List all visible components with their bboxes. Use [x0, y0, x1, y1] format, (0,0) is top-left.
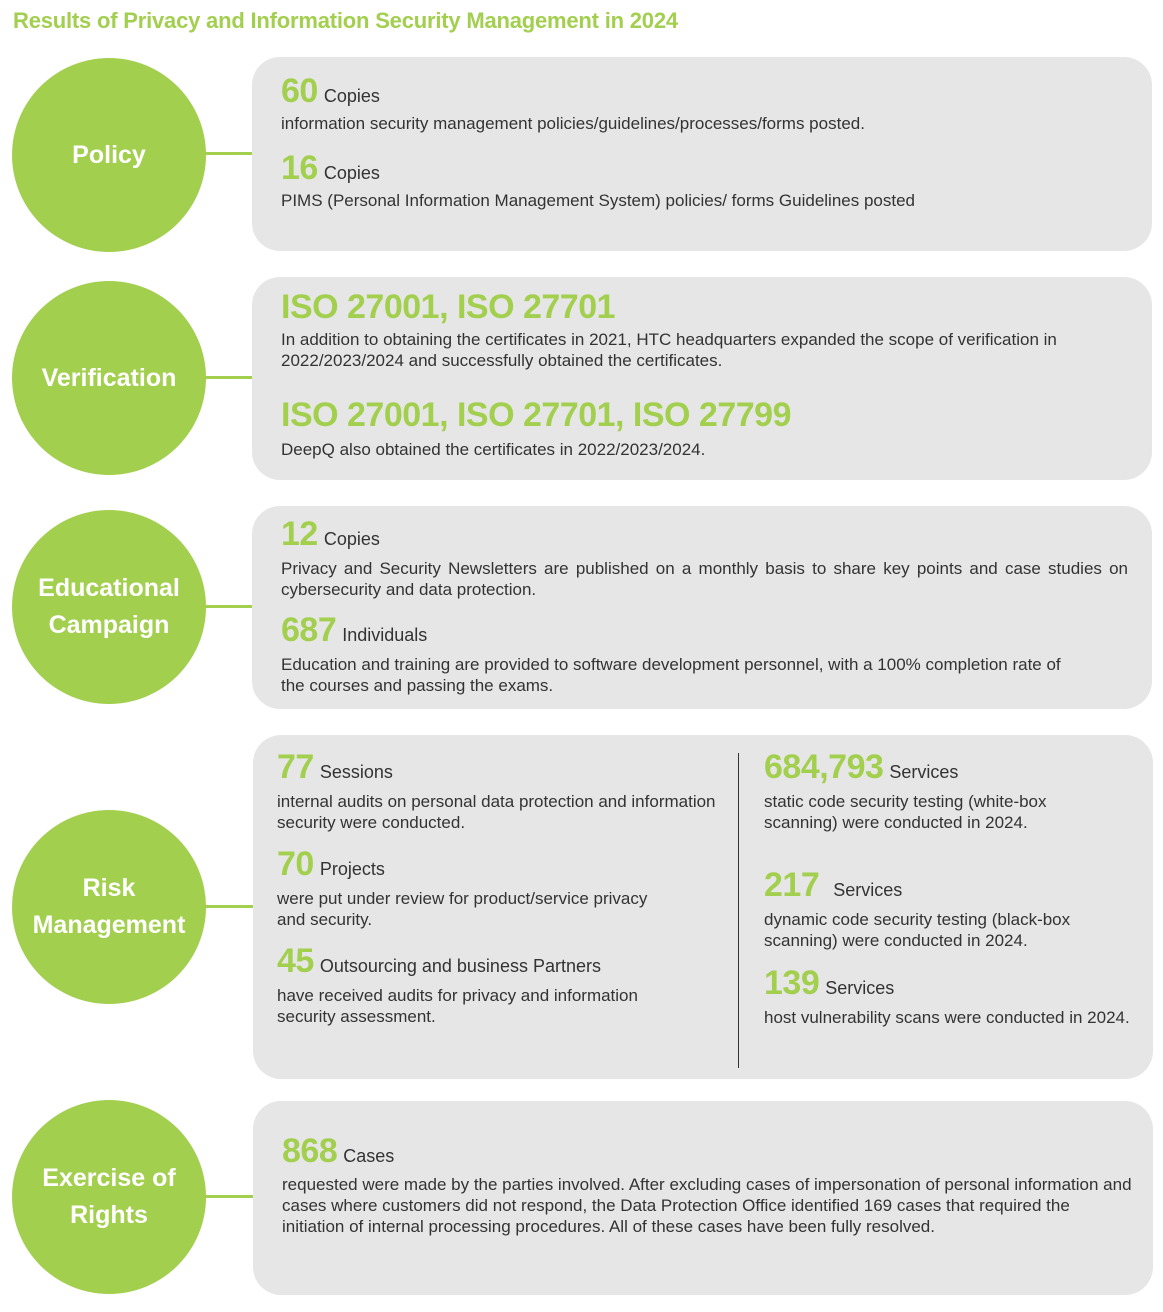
iso-certificates: ISO 27001, ISO 27701, ISO 27799: [281, 396, 791, 434]
education-stat-2: [281, 612, 1081, 696]
risk-card: [253, 735, 1153, 1079]
verification-connector: [204, 376, 254, 379]
education-label-line1: Educational: [38, 574, 180, 602]
education-circle: [12, 510, 206, 704]
page-title: Results of Privacy and Information Security Management in 2024: [13, 8, 678, 33]
stat-unit: Outsourcing and business Partners: [319, 956, 601, 976]
rights-label-line1: Exercise of: [42, 1164, 176, 1192]
stat-unit: Cases: [343, 1146, 395, 1166]
stat-number: 684,793: [764, 748, 884, 786]
verification-card: [252, 277, 1152, 480]
risk-stat-projects: [277, 846, 677, 930]
policy-stat-2: [281, 150, 1131, 211]
column-divider: [738, 753, 739, 1068]
verification-label: Verification: [41, 363, 177, 392]
rights-label-line2: Rights: [70, 1201, 148, 1229]
stat-description: Education and training are provided to software development personnel, with a 100% completion rate of the courses and passing the exams.: [281, 655, 1061, 695]
stat-unit: Copies: [323, 163, 380, 183]
stat-description: host vulnerability scans were conducted in 2024.: [764, 1008, 1130, 1027]
stat-description: DeepQ also obtained the certificates in 2022/2023/2024.: [281, 440, 706, 459]
rights-stat-cases: [282, 1133, 1132, 1237]
iso-certificates: ISO 27001, ISO 27701: [281, 288, 616, 326]
stat-description: were put under review for product/service privacy and security.: [277, 889, 648, 929]
education-stat-1: [281, 516, 1128, 600]
stat-number: 139: [764, 964, 820, 1002]
stat-number: 16: [281, 149, 318, 187]
stat-unit: Services: [833, 880, 903, 900]
stat-number: 868: [282, 1132, 338, 1170]
risk-stat-blackbox: [764, 867, 1134, 951]
stat-unit: Copies: [323, 86, 380, 106]
verification-stat-2: [281, 397, 1131, 460]
risk-stat-host-scans: [764, 965, 1134, 1028]
policy-stat-1: [281, 73, 1131, 134]
stat-number: 70: [277, 845, 314, 883]
policy-card: [252, 57, 1152, 251]
stat-description: information security management policies/guidelines/processes/forms posted.: [281, 114, 865, 133]
education-connector: [204, 605, 254, 608]
risk-circle: [12, 810, 206, 1004]
education-card: [252, 506, 1152, 709]
stat-description: Privacy and Security Newsletters are published on a monthly basis to share key points and case studies on cybersecurity and data protection.: [281, 559, 1128, 599]
stat-number: 687: [281, 611, 337, 649]
stat-unit: Copies: [323, 529, 380, 549]
stat-description: requested were made by the parties involved. After excluding cases of impersonation of personal information and cases where customers did not respond, the Data Protection Office identified 169 cases that required the initiation of internal processing procedures. All of these cases have been fully resolved.: [282, 1175, 1132, 1236]
risk-label-line1: Risk: [82, 874, 136, 902]
stat-number: 45: [277, 942, 314, 980]
risk-connector: [204, 905, 254, 908]
stat-unit: Sessions: [319, 762, 393, 782]
stat-description: internal audits on personal data protection and information security were conducted.: [277, 792, 716, 832]
stat-description: have received audits for privacy and information security assessment.: [277, 986, 638, 1026]
verification-stat-1: [281, 289, 1131, 371]
stat-number: 60: [281, 72, 318, 110]
policy-circle: [12, 58, 206, 252]
risk-stat-sessions: [277, 749, 717, 833]
verification-circle: [12, 281, 206, 475]
stat-unit: Projects: [319, 859, 385, 879]
stat-description: static code security testing (white-box scanning) were conducted in 2024.: [764, 792, 1047, 832]
risk-stat-whitebox: [764, 749, 1134, 833]
risk-stat-partners: [277, 943, 677, 1027]
risk-label-line2: Management: [32, 911, 186, 939]
stat-unit: Individuals: [342, 625, 428, 645]
rights-circle: [12, 1100, 206, 1294]
policy-connector: [204, 152, 254, 155]
stat-unit: Services: [825, 978, 895, 998]
stat-description: PIMS (Personal Information Management System) policies/ forms Guidelines posted: [281, 191, 915, 210]
stat-number: 217: [764, 866, 820, 904]
stat-number: 77: [277, 748, 314, 786]
rights-card: [253, 1101, 1153, 1295]
stat-number: 12: [281, 515, 318, 553]
rights-connector: [204, 1195, 254, 1198]
stat-description: In addition to obtaining the certificates in 2021, HTC headquarters expanded the scope of verification in 2022/2023/2024 and successfully obtained the certificates.: [281, 330, 1057, 370]
stat-description: dynamic code security testing (black-box scanning) were conducted in 2024.: [764, 910, 1071, 950]
policy-label: Policy: [72, 140, 146, 169]
stat-unit: Services: [889, 762, 959, 782]
education-label-line2: Campaign: [48, 611, 170, 639]
